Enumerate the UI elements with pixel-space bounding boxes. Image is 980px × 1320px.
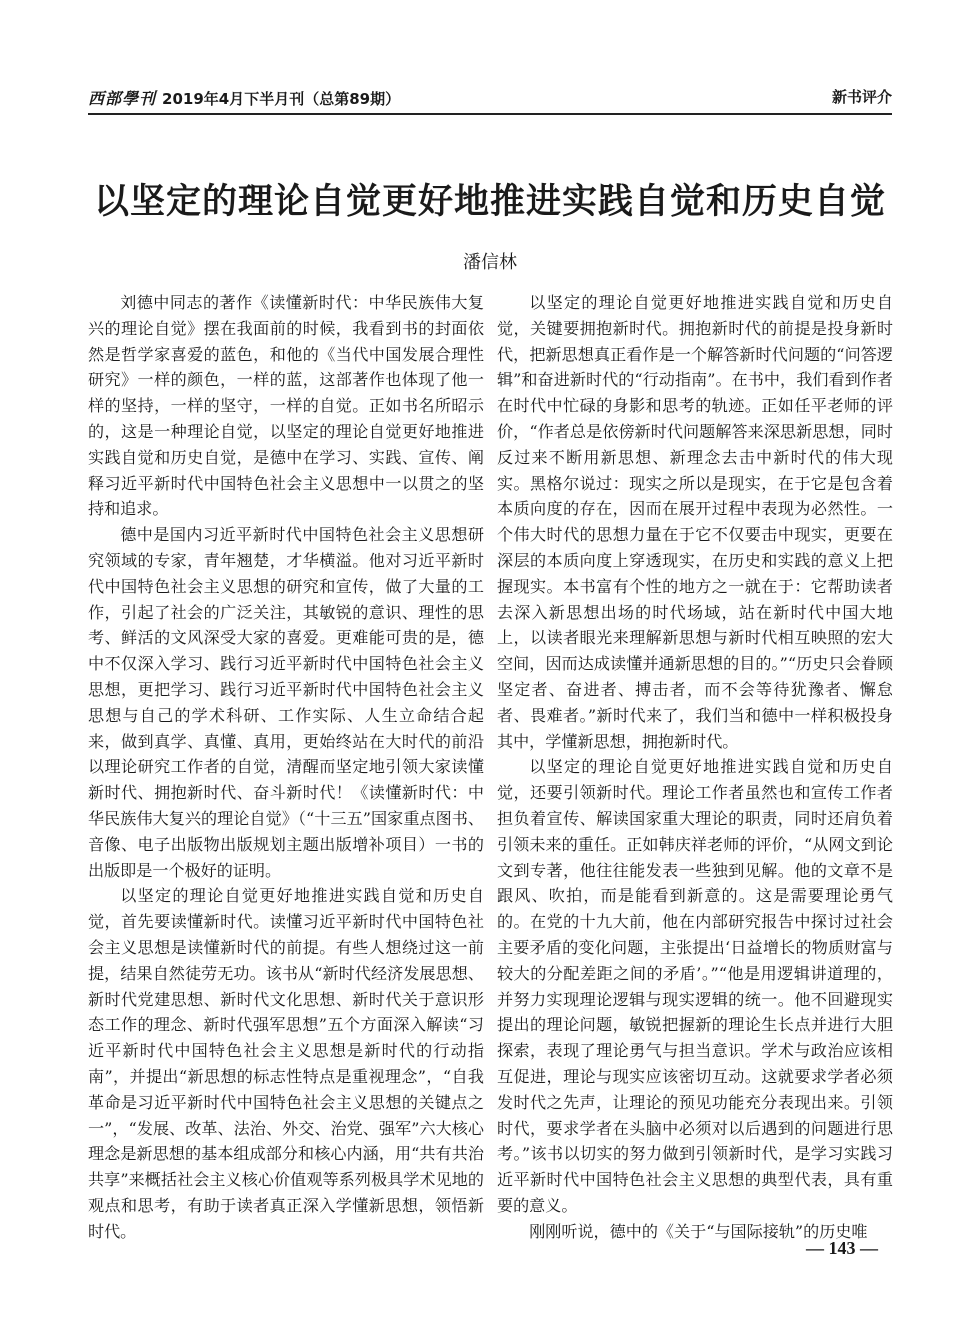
- journal-logo: 西部學刊: [88, 89, 157, 108]
- page-number: — 143 —: [806, 1238, 878, 1258]
- issue-label: 2019年4月下半月刊（总第89期）: [162, 90, 401, 108]
- article-title: 以坚定的理论自觉更好地推进实践自觉和历史自觉: [93, 181, 886, 222]
- paragraph: 刚刚听说，德中的《关于“与国际接轨”的历史唯: [529, 1221, 868, 1241]
- paragraph: 以坚定的理论自觉更好地推进实践自觉和历史自觉，关键要拥抱新时代。拥抱新时代的前提是投身新时代，把新思想真正看作是一个解答新时代问题的“问答逻辑”和奋进新时代的“行动指南”。在书中，我们看到作者在时代中忙碌的身影和思考的轨迹。正如任平老师的评价，“作者总是依傍新时代问题解答来深思新思想，同时反过来不断用新思想、新理念去击中新时代的伟大现实。黑格尔说过：现实之所以是现实，在于它是包含着本质向度的存在，因而在展开过程中表现为必然性。一个伟大时代的思想力量在于它不仅要击中现实，更要在深层的本质向度上穿透现实，在历史和实践的意义上把握现实。本书富有个性的地方之一就在于：它帮助读者去深入新思想出场的时代场域，站在新时代中国大地上，以读者眼光来理解新思想与新时代相互映照的宏大空间，因而达成读懂并通新思想的目的。”“历史只会眷顾坚定者、奋进者、搏击者，而不会等待犹豫者、懈怠者、畏难者。”新时代来了，我们当和德中一样积极投身其中，学懂新思想，拥抱新时代。: [497, 293, 893, 751]
- paragraph: 德中是国内习近平新时代中国特色社会主义思想研究领域的专家，青年翘楚，才华横溢。他对习近平新时代中国特色社会主义思想的研究和宣传，做了大量的工作，引起了社会的广泛关注，其敏锐的意识、理性的思考、鲜活的文风深受大家的喜爱。更难能可贵的是，德中不仅深入学习、践行习近平新时代中国特色社会主义思想，更把学习、践行习近平新时代中国特色社会主义思想与自己的学术科研、工作实际、人生立命结合起来，做到真学、真懂、真用，更始终站在大时代的前沿以理论研究工作者的自觉，清醒而坚定地引领大家读懂新时代、拥抱新时代、奋斗新时代！《读懂新时代：中华民族伟大复兴的理论自觉》（“十三五”国家重点图书、音像、电子出版物出版规划主题出版增补项目）一书的出版即是一个极好的证明。: [88, 525, 484, 880]
- header-rule: [88, 113, 892, 115]
- right-column: [497, 290, 893, 1244]
- article-author: 潘信林: [463, 252, 517, 273]
- running-header: [88, 86, 892, 112]
- paragraph: 以坚定的理论自觉更好地推进实践自觉和历史自觉，还要引领新时代。理论工作者虽然也和宣传工作者担负着宣传、解读国家重大理论的职责，同时还肩负着引领未来的重任。正如韩庆祥老师的评价，“从网文到论文到专著，他往往能发表一些独到见解。他的文章不是跟风、吹拍，而是能看到新意的。这是需要理论勇气的。在党的十九大前，他在内部研究报告中探讨过社会主要矛盾的变化问题，主张提出‘日益增长的物质财富与较大的分配差距之间的矛盾’。”“他是用逻辑讲道理的，并努力实现理论逻辑与现实逻辑的统一。他不回避现实提出的理论问题，敏锐把握新的理论生长点并进行大胆探索，表现了理论勇气与担当意识。学术与政治应该相互促进，理论与现实应该密切互动。这就要求学者必须发时代之先声，让理论的预见功能充分表现出来。引领时代，要求学者在头脑中必须对以后遇到的问题进行思考。”该书以切实的努力做到引领新时代，是学习实践习近平新时代中国特色社会主义思想的典型代表，具有重要的意义。: [497, 757, 893, 1215]
- left-column: [88, 290, 484, 1244]
- journal-issue: [88, 86, 400, 109]
- paragraph: 以坚定的理论自觉更好地推进实践自觉和历史自觉，首先要读懂新时代。读懂习近平新时代中国特色社会主义思想是读懂新时代的前提。有些人想绕过这一前提，结果自然徒劳无功。该书从“新时代经济发展思想、新时代党建思想、新时代文化思想、新时代关于意识形态工作的理念、新时代强军思想”五个方面深入解读“习近平新时代中国特色社会主义思想是新时代的行动指南”，并提出“新思想的标志性特点是重视理念”，“自我革命是习近平新时代中国特色社会主义思想的关键点之一”，“发展、改革、法治、外交、治党、强军”六大核心理念是新思想的基本组成部分和核心内涵，用“共有共治共享”来概括社会主义核心价值观等系列极具学术见地的观点和思考，有助于读者真正深入学懂新思想，领悟新时代。: [88, 886, 484, 1241]
- paragraph: 刘德中同志的著作《读懂新时代：中华民族伟大复兴的理论自觉》摆在我面前的时候，我看到书的封面依然是哲学家喜爱的蓝色，和他的《当代中国发展合理性研究》一样的颜色，一样的蓝，这部著作也体现了他一样的坚持，一样的坚守，一样的自觉。正如书名所昭示的，这是一种理论自觉，以坚定的理论自觉更好地推进实践自觉和历史自觉，是德中在学习、实践、宣传、阐释习近平新时代中国特色社会主义思想中一以贯之的坚持和追求。: [88, 293, 484, 519]
- section-label: 新书评介: [831, 88, 892, 106]
